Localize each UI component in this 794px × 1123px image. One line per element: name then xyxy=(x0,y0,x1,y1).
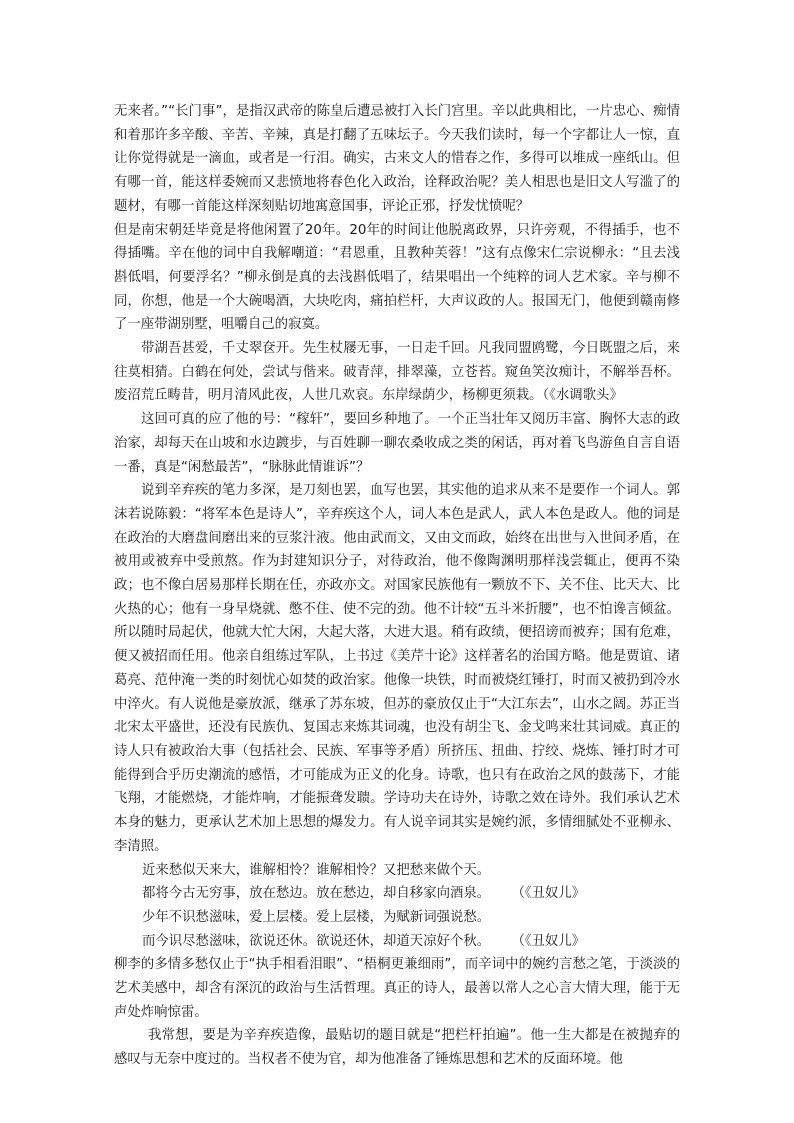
poem-line-text: 而今识尽愁滋味，欲说还休。欲说还休，却道天凉好个秋。 xyxy=(142,933,491,949)
paragraph-shuidiao-getou: 带湖吾甚爱，千丈翠奁开。先生杖屦无事，一日走千回。凡我同盟鸥鹭，今日既盟之后，来往莫相猜。白鹤在何处，尝试与偕来。破青萍，排翠藻，立苍苔。窥鱼笑汝痴计，不解举吾杯。废沼荒丘畴昔，明月清风此夜，人世几欢哀。东岸绿荫少，杨柳更须栽。（《水调歌头》 xyxy=(114,341,680,404)
poem-citation: （《丑奴儿》 xyxy=(518,886,586,902)
paragraph-politician-poet: 说到辛弃疾的笔力多深，是刀刻也罢，血写也罢，其实他的追求从来不是要作一个词人。郭沫若说陈毅：“将军本色是诗人”，辛弃疾这个人，词人本色是武人，武人本色是政人。他的词是在政治的大磨盘间磨出来的豆浆汁液。他由武而文，又由文而政，始终在出世与入世间矛盾，在被用或被弃中受煎熬。作为封建知识分子，对待政治，他不像陶渊明那样浅尝辄止，便再不染政；也不像白居易那样长期在任，亦政亦文。对国家民族他有一颗放不下、关不住、比天大、比火热的心；他有一身早烧就、憋不住、使不完的劲。他不计较“五斗米折腰”，也不怕谗言倾盆。所以随时局起伏，他就大忙大闲，大起大落，大进大退。稍有政绩，便招谤而被弃；国有危难，便又被招而任用。他亲自组练过军队，上书过《美芹十论》这样著名的治国方略。他是贾谊、诸葛亮、范仲淹一类的时刻忧心如焚的政治家。他像一块铁，时而被烧红锤打，时而又被扔到冷水中淬火。有人说他是豪放派，继承了苏东坡，但苏的豪放仅止于“大江东去”，山水之阔。苏正当北宋太平盛世，还没有民族仇、复国志来炼其词魂，也没有胡尘飞、金戈鸣来壮其词威。真正的诗人只有被政治大事（包括社会、民族、军事等矛盾）所挤压、扭曲、拧绞、烧炼、锤打时才可能得到合乎历史潮流的感悟，才可能成为正义的化身。诗歌，也只有在政治之风的鼓荡下，才能飞翔，才能燃烧，才能炸响，才能振聋发聩。学诗功夫在诗外，诗歌之效在诗外。我们承认艺术本身的魅力，更承认艺术加上思想的爆发力。有人说辛词其实是婉约派，多情细腻处不亚柳永、李清照。 xyxy=(114,483,680,854)
paragraph-jiaxuan: 这回可真的应了他的号：“稼轩”，要回乡种地了。一个正当壮年又阅历丰富、胸怀大志的政治家，却每天在山坡和水边踱步，与百姓聊一聊农桑收成之类的闲话，再对着飞鸟游鱼自言自语一番，真是“闲愁最苦”，“脉脉此情谁诉”？ xyxy=(114,412,680,475)
poem-line xyxy=(114,882,680,906)
paragraph-railing-portrait: 我常想，要是为辛弃疾造像，最贴切的题目就是“把栏杆拍遍”。他一生大都是在被抛弃的感叹与无奈中度过的。当权者不使为官，却为他准备了锤炼思想和艺术的反面环境。他 xyxy=(114,1028,680,1068)
poem-block xyxy=(114,859,680,954)
paragraph-liu-li-comparison: 柳李的多情多愁仅止于“执手相看泪眼”、“梧桐更兼细雨”，而辛词中的婉约言愁之笔，于淡淡的艺术美感中，却含有深沉的政治与生活哲理。真正的诗人，最善以常人之心言大情大理，能于无声处炸响惊雷。 xyxy=(114,957,680,1020)
poem-line-text: 近来愁似天来大，谁解相怜？谁解相怜？又把愁来做个天。 xyxy=(142,862,491,878)
document-page xyxy=(114,100,680,1072)
poem-line-text: 都将今古无穷事，放在愁边。放在愁边，却自移家向酒泉。 xyxy=(142,886,491,902)
poem-line xyxy=(114,930,680,954)
paragraph-changmen: 无来者。”“长门事”，是指汉武帝的陈皇后遭忌被打入长门宫里。辛以此典相比，一片忠心、痴情和着那许多辛酸、辛苦、辛辣，真是打翻了五味坛子。今天我们读时，每一个字都让人一惊，直让你觉得就是一滴血，或者是一行泪。确实，古来文人的惜春之作，多得可以堆成一座纸山。但有哪一首，能这样委婉而又悲愤地将春色化入政治，诠释政治呢？美人相思也是旧文人写滥了的题材，有哪一首能这样深刻贴切地寓意国事，评论正邪，抒发忧愤呢？ xyxy=(114,104,680,214)
poem-line-text: 少年不识愁滋味，爱上层楼。爱上层楼，为赋新词强说愁。 xyxy=(142,909,491,925)
paragraph-idle-twenty-years: 但是南宋朝廷毕竟是将他闲置了20年。20年的时间让他脱离政界，只许旁观，不得插手，也不得插嘴。辛在他的词中自我解嘲道：“君恩重，且教种芙蓉！”这有点像宋仁宗说柳永：“且去浅斟低唱，何要浮名？”柳永倒是真的去浅斟低唱了，结果唱出一个纯粹的词人艺术家。辛与柳不同，你想，他是一个大碗喝酒，大块吃肉，痛拍栏杆，大声议政的人。报国无门，他便到赣南修了一座带湖别墅，咀嚼自己的寂寞。 xyxy=(114,222,680,333)
poem-line xyxy=(114,906,680,930)
poem-citation: （《丑奴儿》 xyxy=(518,933,586,949)
poem-line xyxy=(114,859,680,883)
